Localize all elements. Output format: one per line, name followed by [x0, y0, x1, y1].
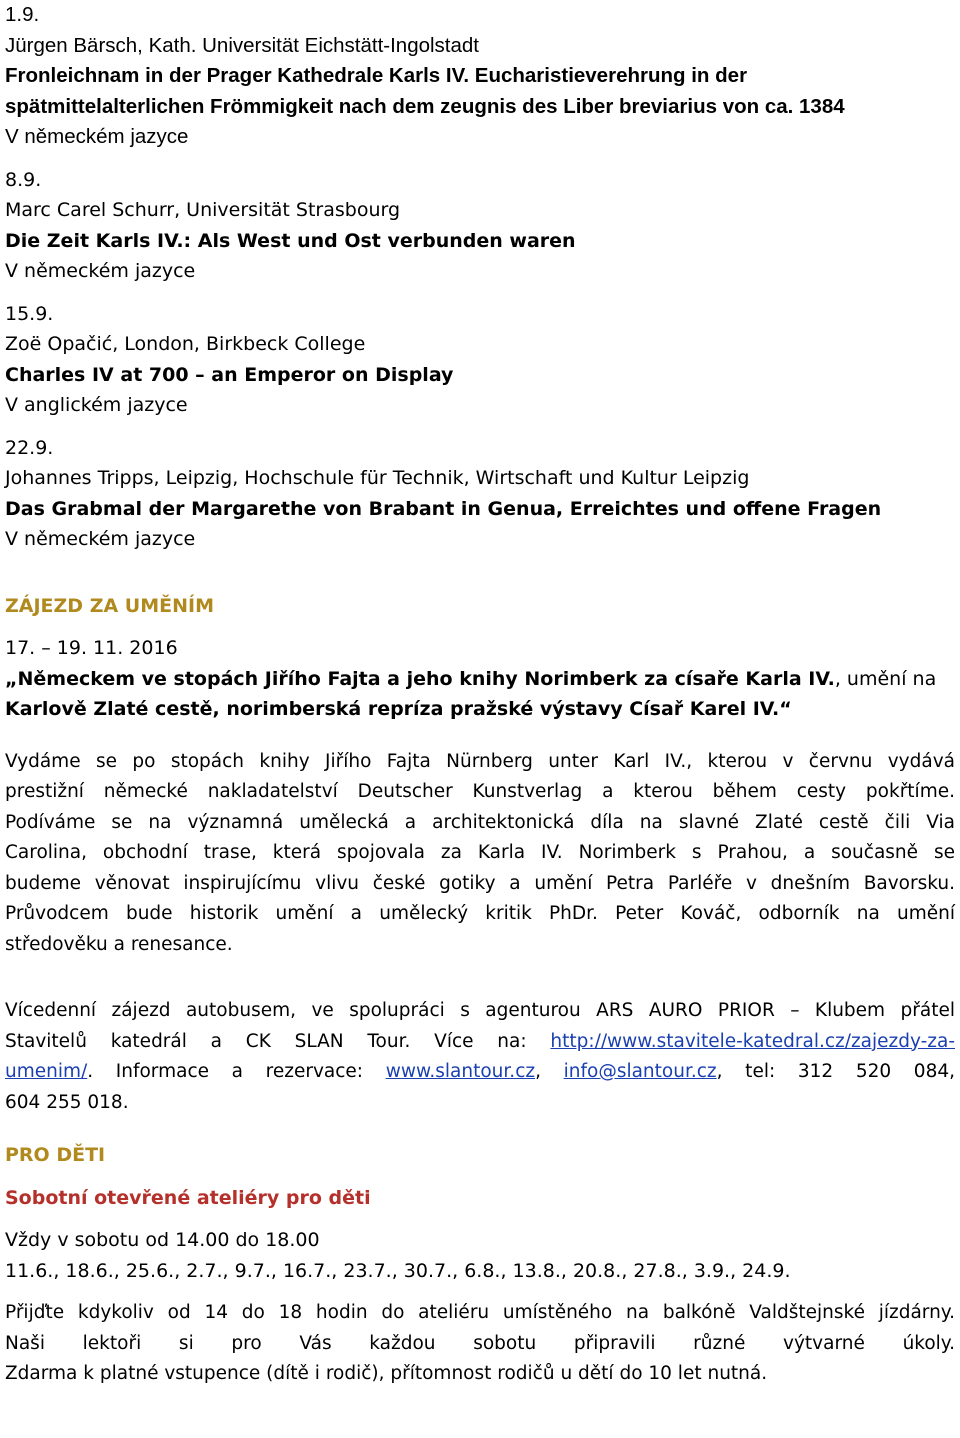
- trip-title-rest: , umění na: [834, 667, 937, 690]
- paragraph-line: 604 255 018.: [5, 1091, 129, 1113]
- kids-dates: 11.6., 18.6., 25.6., 2.7., 9.7., 16.7., 23.7., 30.7., 6.8., 13.8., 20.8., 27.8., 3.9., 24.9.: [5, 1259, 791, 1282]
- paragraph-line: středověku a renesance.: [5, 933, 233, 955]
- trip-link[interactable]: http://www.stavitele-katedral.cz/zajezdy-za-: [550, 1030, 955, 1052]
- paragraph-line: Naši lektoři si pro Vás každou sobotu připravili různé výtvarné úkoly.: [5, 1332, 955, 1354]
- paragraph-line: Vydáme se po stopách knihy Jiřího Fajta Nürnberg unter Karl IV., kterou v červnu vydává: [5, 750, 955, 772]
- trip-description: [5, 747, 955, 961]
- lecture-title: Charles IV at 700 – an Emperor on Display: [5, 363, 454, 386]
- email-link[interactable]: info@slantour.cz: [563, 1061, 717, 1082]
- lecture-language: V německém jazyce: [5, 125, 189, 148]
- trip-title: Karlově Zlaté cestě, norimberská repríza pražské výstavy Císař Karel IV.“: [5, 698, 792, 720]
- paragraph-line: Carolina, obchodní trase, která spojovala za Karla IV. Norimberk s Prahou, a současně se: [5, 842, 955, 863]
- lecture-speaker: Johannes Tripps, Leipzig, Hochschule für Technik, Wirtschaft und Kultur Leipzig: [5, 467, 750, 489]
- lecture-speaker: Jürgen Bärsch, Kath. Universität Eichstätt-Ingolstadt: [5, 33, 480, 57]
- lecture-entry: [5, 165, 955, 287]
- trip-title: [5, 664, 955, 695]
- lecture-speaker: Marc Carel Schurr, Universität Strasbourg: [5, 199, 401, 221]
- info-text: Stavitelů katedrál a CK SLAN Tour. Více na:: [5, 1030, 551, 1052]
- paragraph-line: [5, 1057, 955, 1088]
- kids-subheading: Sobotní otevřené ateliéry pro děti: [5, 1186, 371, 1209]
- kids-description: [5, 1298, 955, 1390]
- lecture-title: Die Zeit Karls IV.: Als West und Ost verbunden waren: [5, 229, 576, 252]
- lecture-language: V německém jazyce: [5, 528, 196, 550]
- lecture-date: 8.9.: [5, 168, 42, 191]
- paragraph-line: Přijďte kdykoliv od 14 do 18 hodin do ateliéru umístěného na balkóně Valdštejnské jízdárny.: [5, 1302, 955, 1323]
- paragraph-line: [5, 1027, 955, 1058]
- section-heading: PRO DĚTI: [5, 1144, 106, 1166]
- trip-dates: 17. – 19. 11. 2016: [5, 637, 178, 659]
- phone-text: , tel: 312 520 084,: [716, 1061, 955, 1082]
- document-page: [5, 0, 955, 1390]
- lecture-title: Das Grabmal der Margarethe von Brabant in Genua, Erreichtes und offene Fragen: [5, 497, 882, 520]
- paragraph-line: Průvodcem bude historik umění a umělecký kritik PhDr. Peter Kováč, odborník na umění: [5, 903, 955, 924]
- kids-time: Vždy v sobotu od 14.00 do 18.00: [5, 1229, 320, 1251]
- paragraph-line: budeme věnovat inspirujícímu vlivu české gotiky a umění Petra Parléře v dnešním Bavorsku.: [5, 872, 955, 894]
- lecture-language: V anglickém jazyce: [5, 394, 188, 416]
- lecture-entry: [5, 299, 955, 421]
- lecture-language: V německém jazyce: [5, 260, 196, 282]
- paragraph-line: Zdarma k platné vstupence (dítě i rodič), přítomnost rodičů u dětí do 10 let nutná.: [5, 1363, 768, 1384]
- info-text: . Informace a rezervace:: [87, 1061, 386, 1082]
- slantour-link[interactable]: www.slantour.cz: [385, 1061, 536, 1082]
- paragraph-line: Vícedenní zájezd autobusem, ve spolupráci s agenturou ARS AURO PRIOR – Klubem přátel: [5, 1000, 955, 1021]
- lecture-title: Fronleichnam in der Prager Kathedrale Karls IV. Eucharistieverehrung in der: [5, 64, 748, 87]
- lecture-entry: [5, 433, 955, 555]
- lecture-speaker: Zoë Opačić, London, Birkbeck College: [5, 333, 366, 355]
- trip-info: [5, 996, 955, 1118]
- lecture-date: 15.9.: [5, 302, 54, 325]
- trip-link[interactable]: umenim/: [5, 1061, 88, 1082]
- paragraph-line: Podíváme se na významná umělecká a architektonická díla na slavné Zlaté cestě čili Via: [5, 811, 955, 833]
- kids-section: [5, 1140, 955, 1390]
- trip-section: [5, 591, 955, 1119]
- lecture-entry: [5, 0, 955, 153]
- trip-title-bold: „Německem ve stopách Jiřího Fajta a jeho knihy Norimberk za císaře Karla IV.: [5, 667, 835, 690]
- paragraph-line: prestižní německé nakladatelství Deutscher Kunstverlag a kterou během cesty pokřtíme.: [5, 781, 955, 802]
- section-heading: ZÁJEZD ZA UMĚNÍM: [5, 594, 214, 617]
- separator: ,: [535, 1061, 564, 1082]
- lecture-date: 1.9.: [5, 3, 40, 26]
- lecture-date: 22.9.: [5, 436, 54, 459]
- lecture-title: spätmittelalterlichen Frömmigkeit nach dem zeugnis des Liber breviarius von ca. 1384: [5, 94, 845, 118]
